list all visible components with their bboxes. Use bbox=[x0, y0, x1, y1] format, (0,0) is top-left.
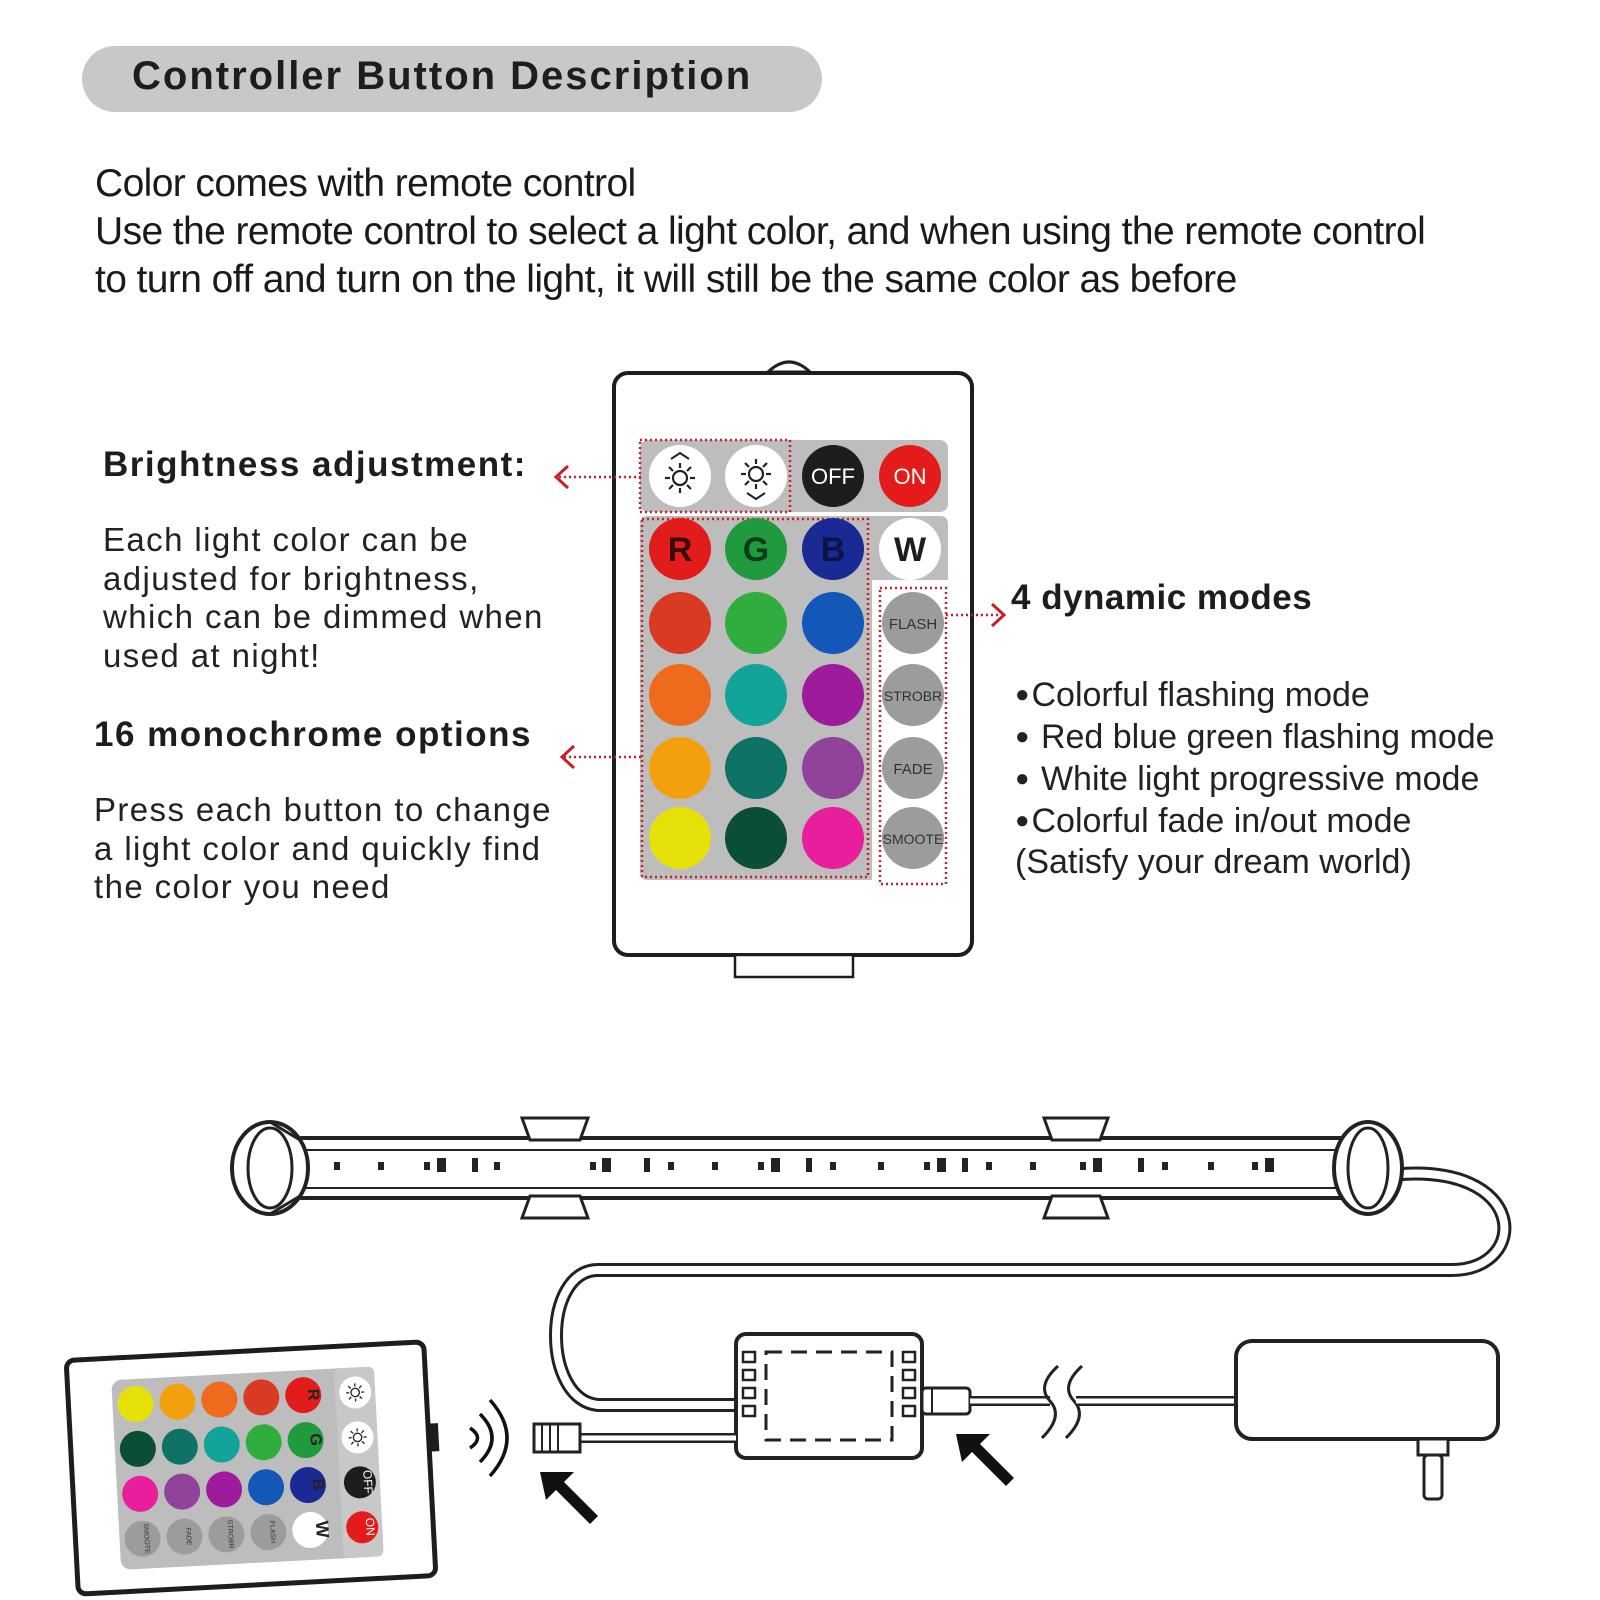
color-button[interactable] bbox=[649, 664, 711, 726]
ir-receiver-box bbox=[736, 1334, 922, 1458]
smooth-label: SMOOTE bbox=[882, 831, 944, 847]
off-label: OFF bbox=[811, 464, 855, 489]
on-button[interactable] bbox=[879, 445, 941, 507]
monochrome-line: a light color and quickly find bbox=[94, 829, 542, 867]
brightness-up-button[interactable] bbox=[649, 445, 711, 507]
flash-label: FLASH bbox=[888, 616, 938, 633]
color-button[interactable] bbox=[802, 737, 864, 799]
color-button[interactable] bbox=[649, 592, 711, 654]
mode-item: ● White light progressive mode bbox=[1015, 760, 1480, 798]
r-label: R bbox=[667, 531, 693, 569]
intro-line: to turn off and turn on the light, it will still be the same color as before bbox=[95, 258, 1237, 301]
page-title: Controller Button Description bbox=[132, 54, 753, 98]
brightness-title: Brightness adjustment: bbox=[103, 445, 527, 484]
small-remote bbox=[66, 1341, 446, 1594]
ir-emitter-bump bbox=[768, 362, 810, 372]
arrow-left-icon bbox=[562, 746, 574, 768]
mode-footer: (Satisfy your dream world) bbox=[1015, 843, 1412, 881]
mini-rgb-label: R bbox=[303, 1388, 322, 1401]
brightness-line: which can be dimmed when bbox=[103, 598, 544, 635]
strobe-label: STROBR bbox=[883, 688, 943, 704]
battery-door bbox=[735, 955, 853, 977]
dynamic-title: 4 dynamic modes bbox=[1011, 578, 1313, 617]
color-button[interactable] bbox=[725, 592, 787, 654]
fade-button[interactable] bbox=[882, 737, 944, 799]
ir-plug bbox=[534, 1424, 736, 1452]
intro-line: Color comes with remote control bbox=[95, 162, 636, 205]
ir-signal-icon bbox=[470, 1400, 507, 1476]
pointer-arrow-icon bbox=[540, 1472, 598, 1524]
mini-mode-label: STROBR bbox=[225, 1519, 235, 1549]
brightness-line: adjusted for brightness, bbox=[103, 559, 480, 597]
mini-rgb-label: B bbox=[308, 1478, 327, 1491]
off-button[interactable] bbox=[802, 445, 864, 507]
monochrome-line: the color you need bbox=[94, 868, 391, 905]
remote-control bbox=[614, 362, 972, 977]
mini-w-label: W bbox=[311, 1520, 333, 1539]
r-button[interactable] bbox=[649, 518, 711, 580]
svg-text:OFF: OFF bbox=[360, 1469, 376, 1495]
color-button[interactable] bbox=[725, 664, 787, 726]
power-adapter bbox=[1236, 1341, 1498, 1499]
brightness-line: used at night! bbox=[103, 636, 321, 674]
color-button[interactable] bbox=[802, 664, 864, 726]
mini-rgb-label: G bbox=[306, 1432, 324, 1447]
smooth-button[interactable] bbox=[882, 807, 944, 869]
intro-line: Use the remote control to select a light color, and when using the remote control bbox=[95, 210, 1426, 253]
color-button[interactable] bbox=[649, 737, 711, 799]
color-button[interactable] bbox=[725, 807, 787, 869]
arrow-left-icon bbox=[556, 466, 568, 488]
color-button[interactable] bbox=[802, 592, 864, 654]
mini-mode-label: SMOOTE bbox=[141, 1523, 151, 1554]
mode-item: ● Red blue green flashing mode bbox=[1015, 718, 1495, 756]
mini-mode-label: FADE bbox=[184, 1527, 192, 1546]
g-button[interactable] bbox=[725, 518, 787, 580]
on-label: ON bbox=[893, 464, 927, 489]
monochrome-line: Press each button to change bbox=[94, 791, 552, 828]
color-button[interactable] bbox=[802, 807, 864, 869]
w-button[interactable] bbox=[879, 518, 941, 580]
strobe-button[interactable] bbox=[882, 664, 944, 726]
dc-connector bbox=[922, 1366, 1236, 1438]
flash-button[interactable] bbox=[882, 592, 944, 654]
mini-mode-label: FLASH bbox=[267, 1520, 276, 1544]
brightness-down-button[interactable] bbox=[725, 445, 787, 507]
end-cap-left bbox=[232, 1122, 308, 1214]
color-button[interactable] bbox=[649, 807, 711, 869]
svg-text:ON: ON bbox=[362, 1517, 378, 1537]
w-label: W bbox=[893, 531, 927, 569]
g-label: G bbox=[742, 531, 770, 569]
end-cap-right bbox=[1334, 1122, 1402, 1214]
monochrome-title: 16 monochrome options bbox=[94, 715, 532, 754]
color-button[interactable] bbox=[725, 737, 787, 799]
b-label: B bbox=[820, 531, 846, 569]
b-button[interactable] bbox=[802, 518, 864, 580]
mode-item: ●Colorful fade in/out mode bbox=[1015, 802, 1412, 840]
fade-label: FADE bbox=[893, 761, 933, 778]
brightness-line: Each light color can be bbox=[103, 521, 470, 558]
pointer-arrow-icon bbox=[956, 1434, 1014, 1486]
mode-item: ●Colorful flashing mode bbox=[1015, 676, 1370, 714]
